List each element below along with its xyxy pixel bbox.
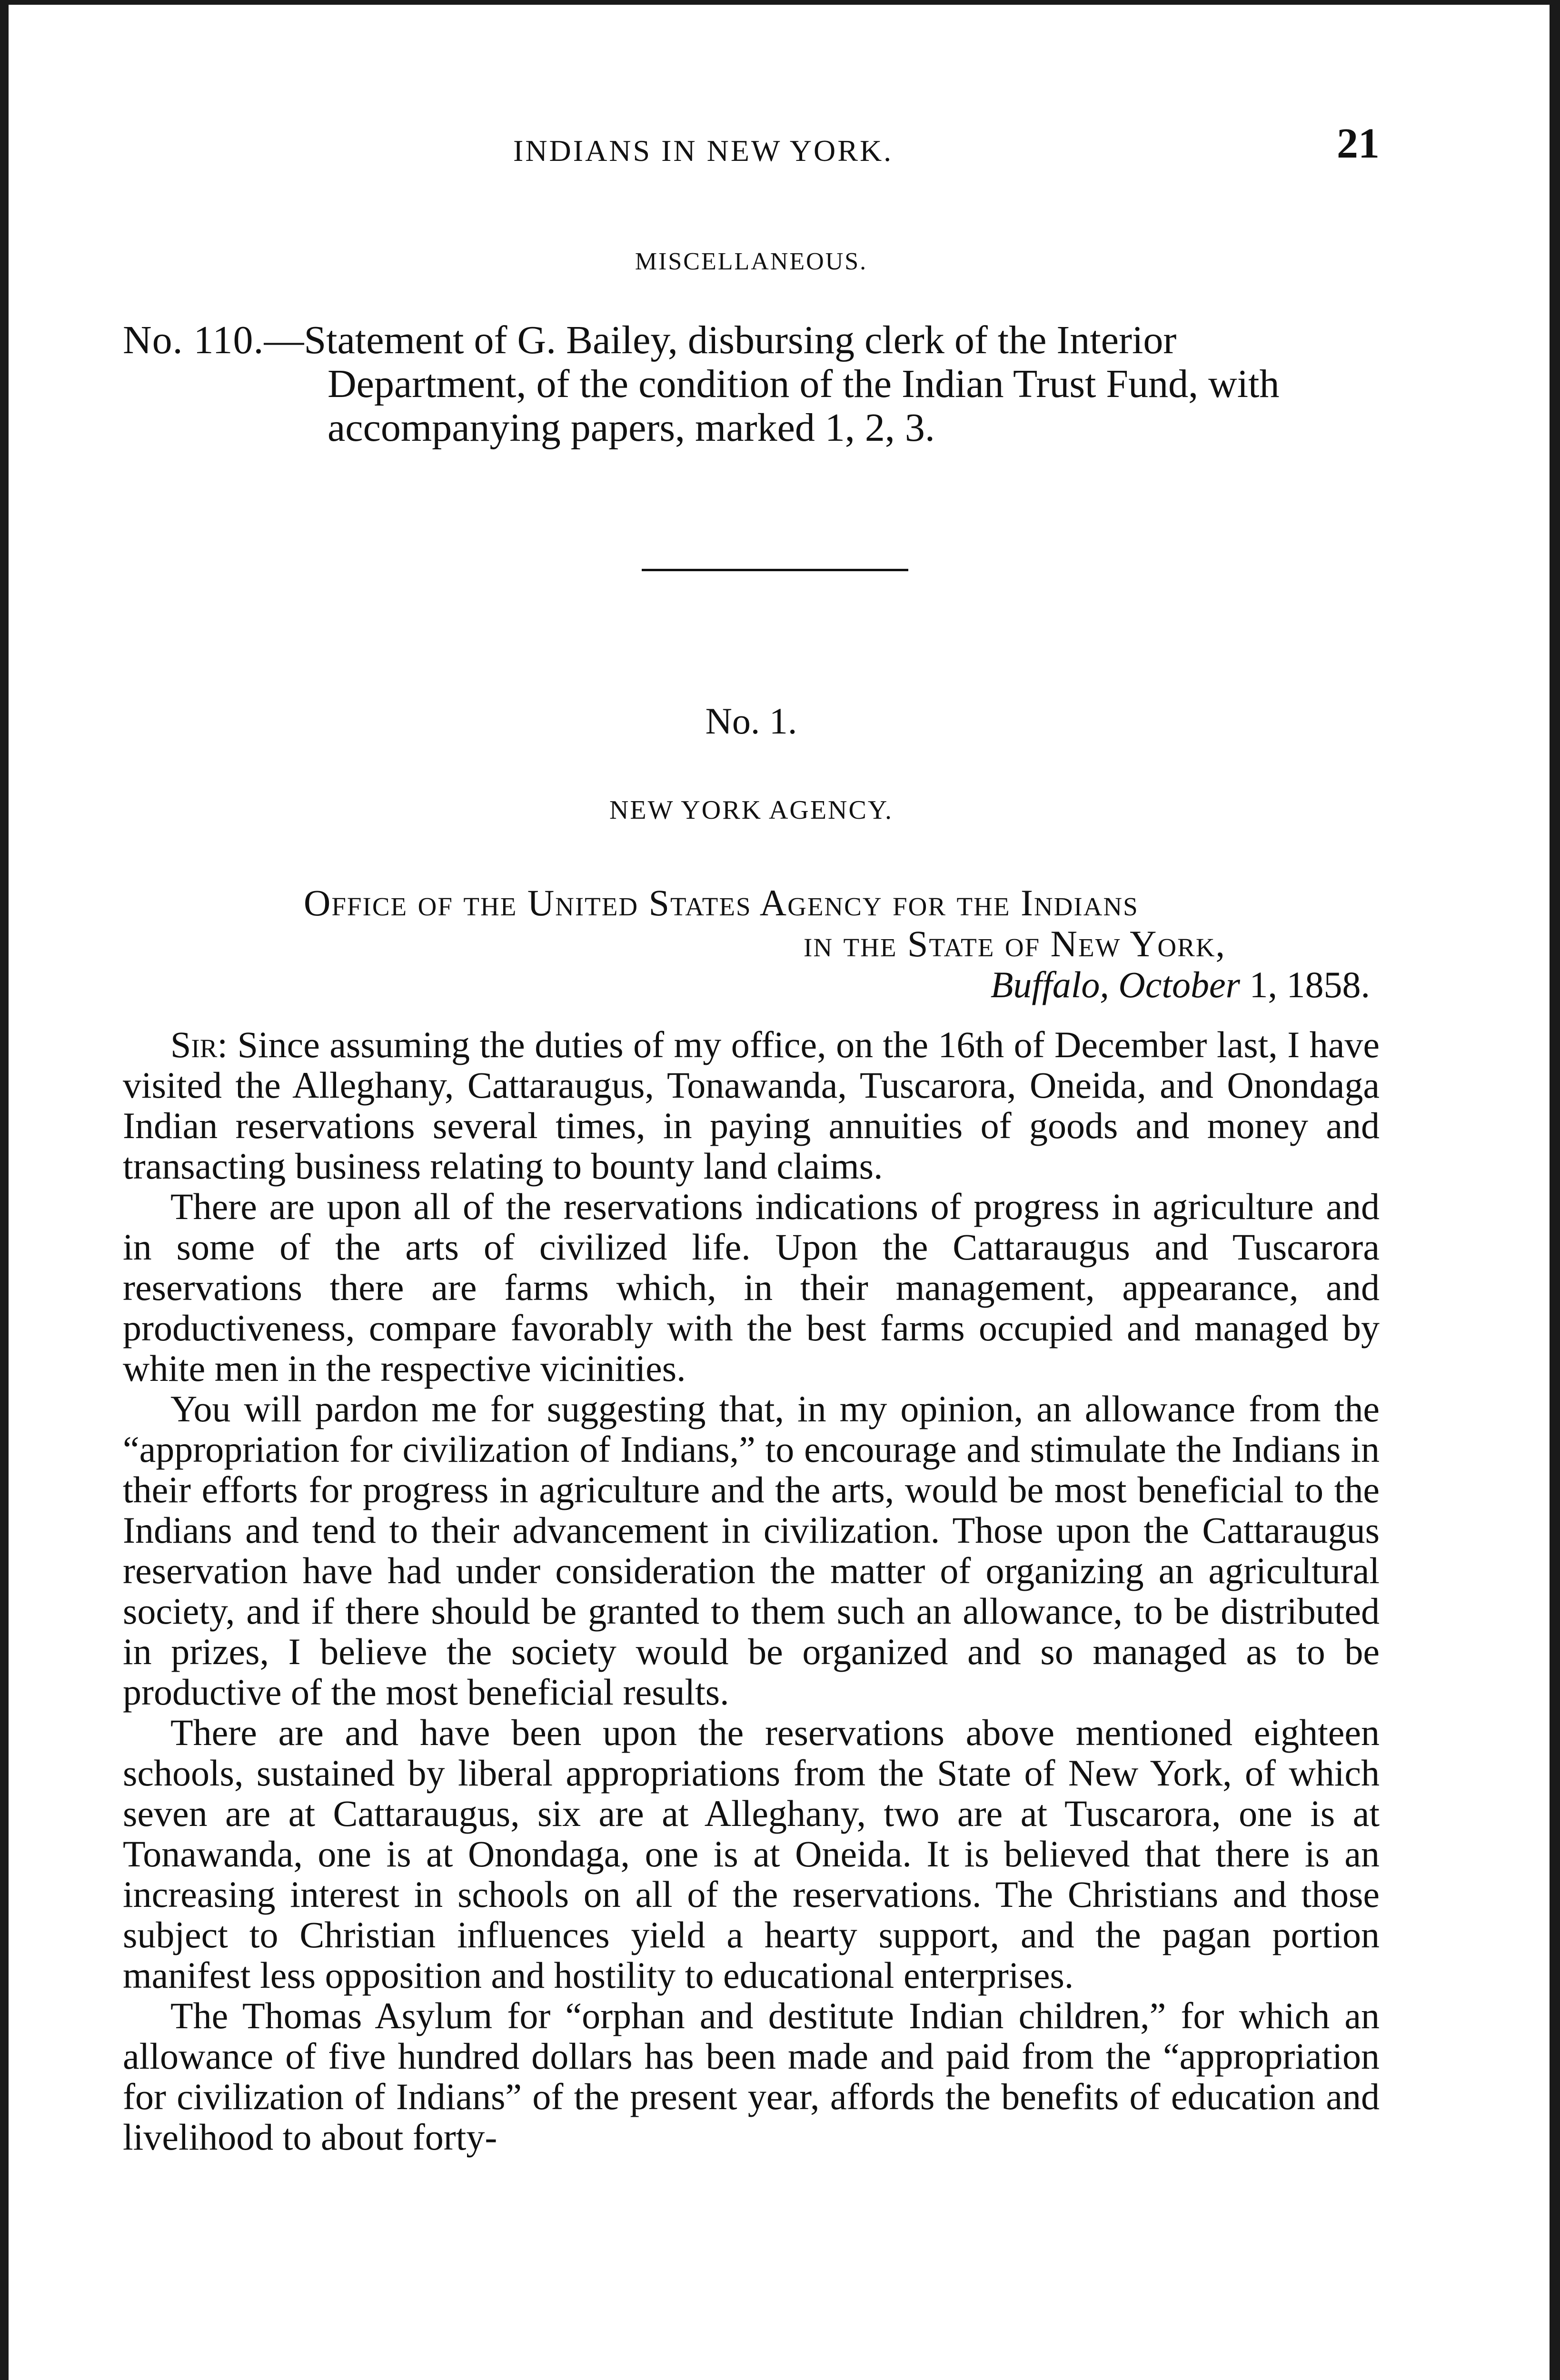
agency-title: NEW YORK AGENCY. [609, 795, 894, 825]
dateline-place: Buffalo, October [990, 964, 1240, 1005]
section-title: MISCELLANEOUS. [635, 248, 868, 275]
salutation: Sir: [170, 1024, 228, 1065]
letter-paragraph: The Thomas Asylum for “orphan and destitute Indian children,” for which an allowance of five hundred dollars has been made and paid from the “appropriation for civilization of Indians” of the present year, affords the benefits of education and livelihood to about forty- [123, 1995, 1380, 2158]
document-number: No. 1. [705, 700, 797, 742]
letter-heading [123, 883, 1380, 1005]
letter-paragraph: There are and have been upon the reservations above mentioned eighteen schools, sustained by liberal appropriations from the State of New York, of which seven are at Cattaraugus, six are at Alleghany, two are at Tuscarora, one is at Tonawanda, one is at Onondaga, one is at Oneida. It is believed that there is an increasing interest in schools on all of the reservations. The Christians and those subject to Christian influences yield a hearty support, and the pagan portion manifest less opposition and hostility to educational enterprises. [123, 1712, 1380, 1996]
paragraph-text: Since assuming the duties of my office, on the 16th of December last, I have visited the Alleghany, Cattaraugus, Tonawanda, Tuscarora, Oneida, and Onondaga Indian reservations several times, in paying annuities of goods and money and transacting business relating to bounty land claims. [123, 1024, 1380, 1187]
entry-text: —Statement of G. Bailey, disbursing clerk of the Interior Department, of the condition of the Indian Trust Fund, with accompanying papers, marked 1, 2, 3. [264, 318, 1280, 450]
horizontal-rule [642, 569, 908, 571]
letter-paragraph: You will pardon me for suggesting that, in my opinion, an allowance from the “appropriation for civilization of Indians,” to encourage and stimulate the Indians in their efforts for progress in agriculture and the arts, would be most beneficial to the Indians and tend to their advancement in civilization. Those upon the Cattaraugus reservation have had under consideration the matter of organizing an agricultural society, and if there should be granted to them such an allowance, to be distributed in prizes, I believe the society would be organized and so managed as to be productive of the most beneficial results. [123, 1388, 1380, 1713]
document-entry [123, 318, 1380, 450]
letter-paragraph: There are upon all of the reservations indications of progress in agriculture and in some of the arts of civilized life. Upon the Cattaraugus and Tuscarora reservations there are farms which, in their management, appearance, and productiveness, compare favorably with the best farms occupied and managed by white men in the respective vicinities. [123, 1186, 1380, 1389]
letter-body [123, 1024, 1380, 2157]
entry-label: No. 110. [123, 318, 264, 362]
page-content [123, 114, 1380, 2157]
running-title: INDIANS IN NEW YORK. [513, 134, 894, 168]
letter-paragraph [123, 1024, 1380, 1186]
dateline [123, 964, 1380, 1005]
running-head [123, 114, 1380, 171]
office-line-2: in the State of New York, [804, 923, 1226, 964]
dateline-date: 1, 1858. [1249, 964, 1370, 1005]
office-line-1: Office of the United States Agency for the Indians [304, 882, 1139, 923]
page-number: 21 [1337, 120, 1380, 167]
